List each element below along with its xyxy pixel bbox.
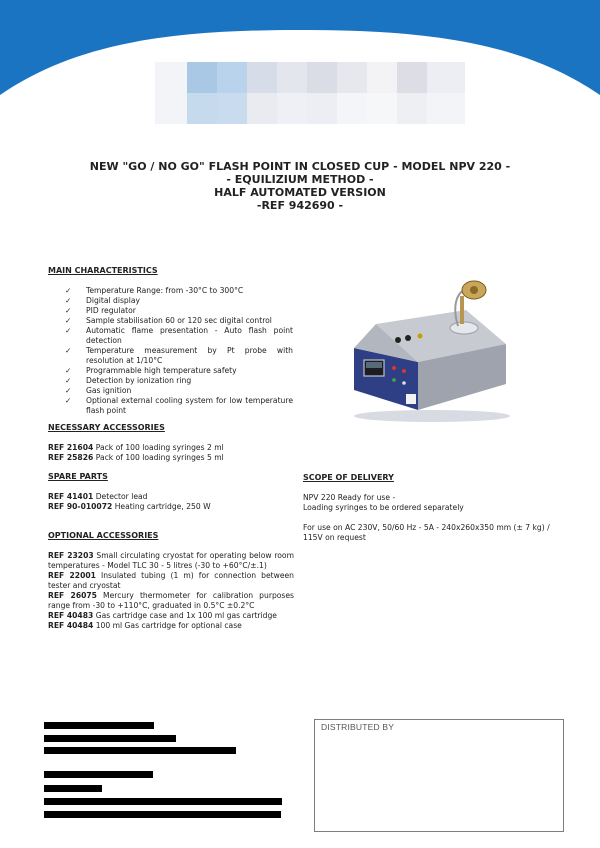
list-item: ✓ Temperature Range: from -30°C to 300°C [65, 286, 244, 295]
scope-of-delivery-section [303, 473, 565, 543]
product-device-image [346, 276, 514, 426]
redacted-text-bar [44, 811, 281, 818]
check-icon: ✓ [65, 316, 72, 325]
scope-line: Loading syringes to be ordered separately [303, 503, 464, 512]
list-item: REF 40484 100 ml Gas cartridge for optional case [48, 621, 242, 630]
check-icon: ✓ [65, 376, 72, 385]
list-item: ✓ Detection by ionization ring [65, 376, 192, 385]
check-icon: ✓ [65, 366, 72, 375]
list-item: REF 23203 Small circulating cryostat for operating below room temperatures - Model TLC 30 - 5 litres (-30 to +60°C/±.1) [48, 551, 294, 570]
list-item: ✓ Programmable high temperature safety [65, 366, 237, 375]
list-item: REF 41401 Detector lead [48, 492, 148, 501]
power-specification: For use on AC 230V, 50/60 Hz - 5A - 240x260x350 mm (± 7 kg) / 115V on request [303, 523, 550, 542]
distributed-by-box [314, 719, 564, 832]
list-item: REF 25826 Pack of 100 loading syringes 5 ml [48, 453, 224, 462]
spare-parts-section [48, 472, 293, 512]
distributed-by-label: DISTRIBUTED BY [321, 722, 395, 732]
scope-line: NPV 220 Ready for use - [303, 493, 396, 502]
redacted-text-bar [44, 771, 153, 778]
optional-accessories-section [48, 531, 294, 631]
list-item: ✓ Temperature measurement by Pt probe with resolution at 1/10°C [65, 346, 293, 365]
redacted-text-bar [44, 798, 282, 805]
list-item: ✓ PID regulator [65, 306, 136, 315]
redacted-text-bar [44, 785, 102, 792]
necessary-accessories-heading: NECESSARY ACCESSORIES [48, 423, 165, 432]
title-line-3: HALF AUTOMATED VERSION [214, 186, 386, 199]
ref-code: REF 40483 [48, 611, 94, 620]
ref-code: REF 40484 [48, 621, 94, 630]
check-icon: ✓ [65, 346, 72, 355]
ref-code: REF 23203 [48, 551, 94, 560]
list-item: ✓ Sample stabilisation 60 or 120 sec digital control [65, 316, 272, 325]
check-icon: ✓ [65, 306, 72, 315]
list-item: REF 90-010072 Heating cartridge, 250 W [48, 502, 211, 511]
scope-of-delivery-heading: SCOPE OF DELIVERY [303, 473, 394, 482]
main-characteristics-section [48, 266, 293, 416]
redacted-text-bar [44, 722, 154, 729]
list-item: REF 22001 Insulated tubing (1 m) for connection between tester and cryostat [48, 571, 294, 590]
ref-code: REF 22001 [48, 571, 96, 580]
main-characteristics-list [48, 286, 293, 416]
list-item: REF 21604 Pack of 100 loading syringes 2 ml [48, 443, 224, 452]
redacted-text-bar [44, 735, 176, 742]
list-item: REF 40483 Gas cartridge case and 1x 100 ml gas cartridge [48, 611, 277, 620]
title-line-1: NEW "GO / NO GO" FLASH POINT IN CLOSED CUP - MODEL NPV 220 - [89, 160, 511, 173]
check-icon: ✓ [65, 296, 72, 305]
redacted-text-bar [44, 747, 236, 754]
list-item: ✓ Optional external cooling system for low temperature flash point [65, 396, 293, 415]
list-item: REF 26075 Mercury thermometer for calibration purposes range from -30 to +110°C, graduated in 0.5°C ±0.2°C [48, 591, 294, 610]
check-icon: ✓ [65, 286, 72, 295]
main-characteristics-heading: MAIN CHARACTERISTICS [48, 266, 158, 275]
company-logo-blurred [155, 62, 465, 124]
optional-accessories-heading: OPTIONAL ACCESSORIES [48, 531, 159, 540]
ref-code: REF 21604 [48, 443, 94, 452]
list-item: ✓ Automatic flame presentation - Auto flash point detection [65, 326, 293, 345]
ref-code: REF 41401 [48, 492, 94, 501]
necessary-accessories-section [48, 423, 293, 463]
check-icon: ✓ [65, 396, 72, 405]
list-item: ✓ Digital display [65, 296, 141, 305]
document-title [0, 160, 600, 212]
title-line-4: -REF 942690 - [256, 199, 344, 212]
check-icon: ✓ [65, 326, 72, 335]
ref-code: REF 26075 [48, 591, 97, 600]
check-icon: ✓ [65, 386, 72, 395]
spare-parts-heading: SPARE PARTS [48, 472, 108, 481]
ref-code: REF 25826 [48, 453, 94, 462]
list-item: ✓ Gas ignition [65, 386, 132, 395]
ref-code: REF 90-010072 [48, 502, 113, 511]
title-line-2: - EQUILIZIUM METHOD - [226, 173, 374, 186]
